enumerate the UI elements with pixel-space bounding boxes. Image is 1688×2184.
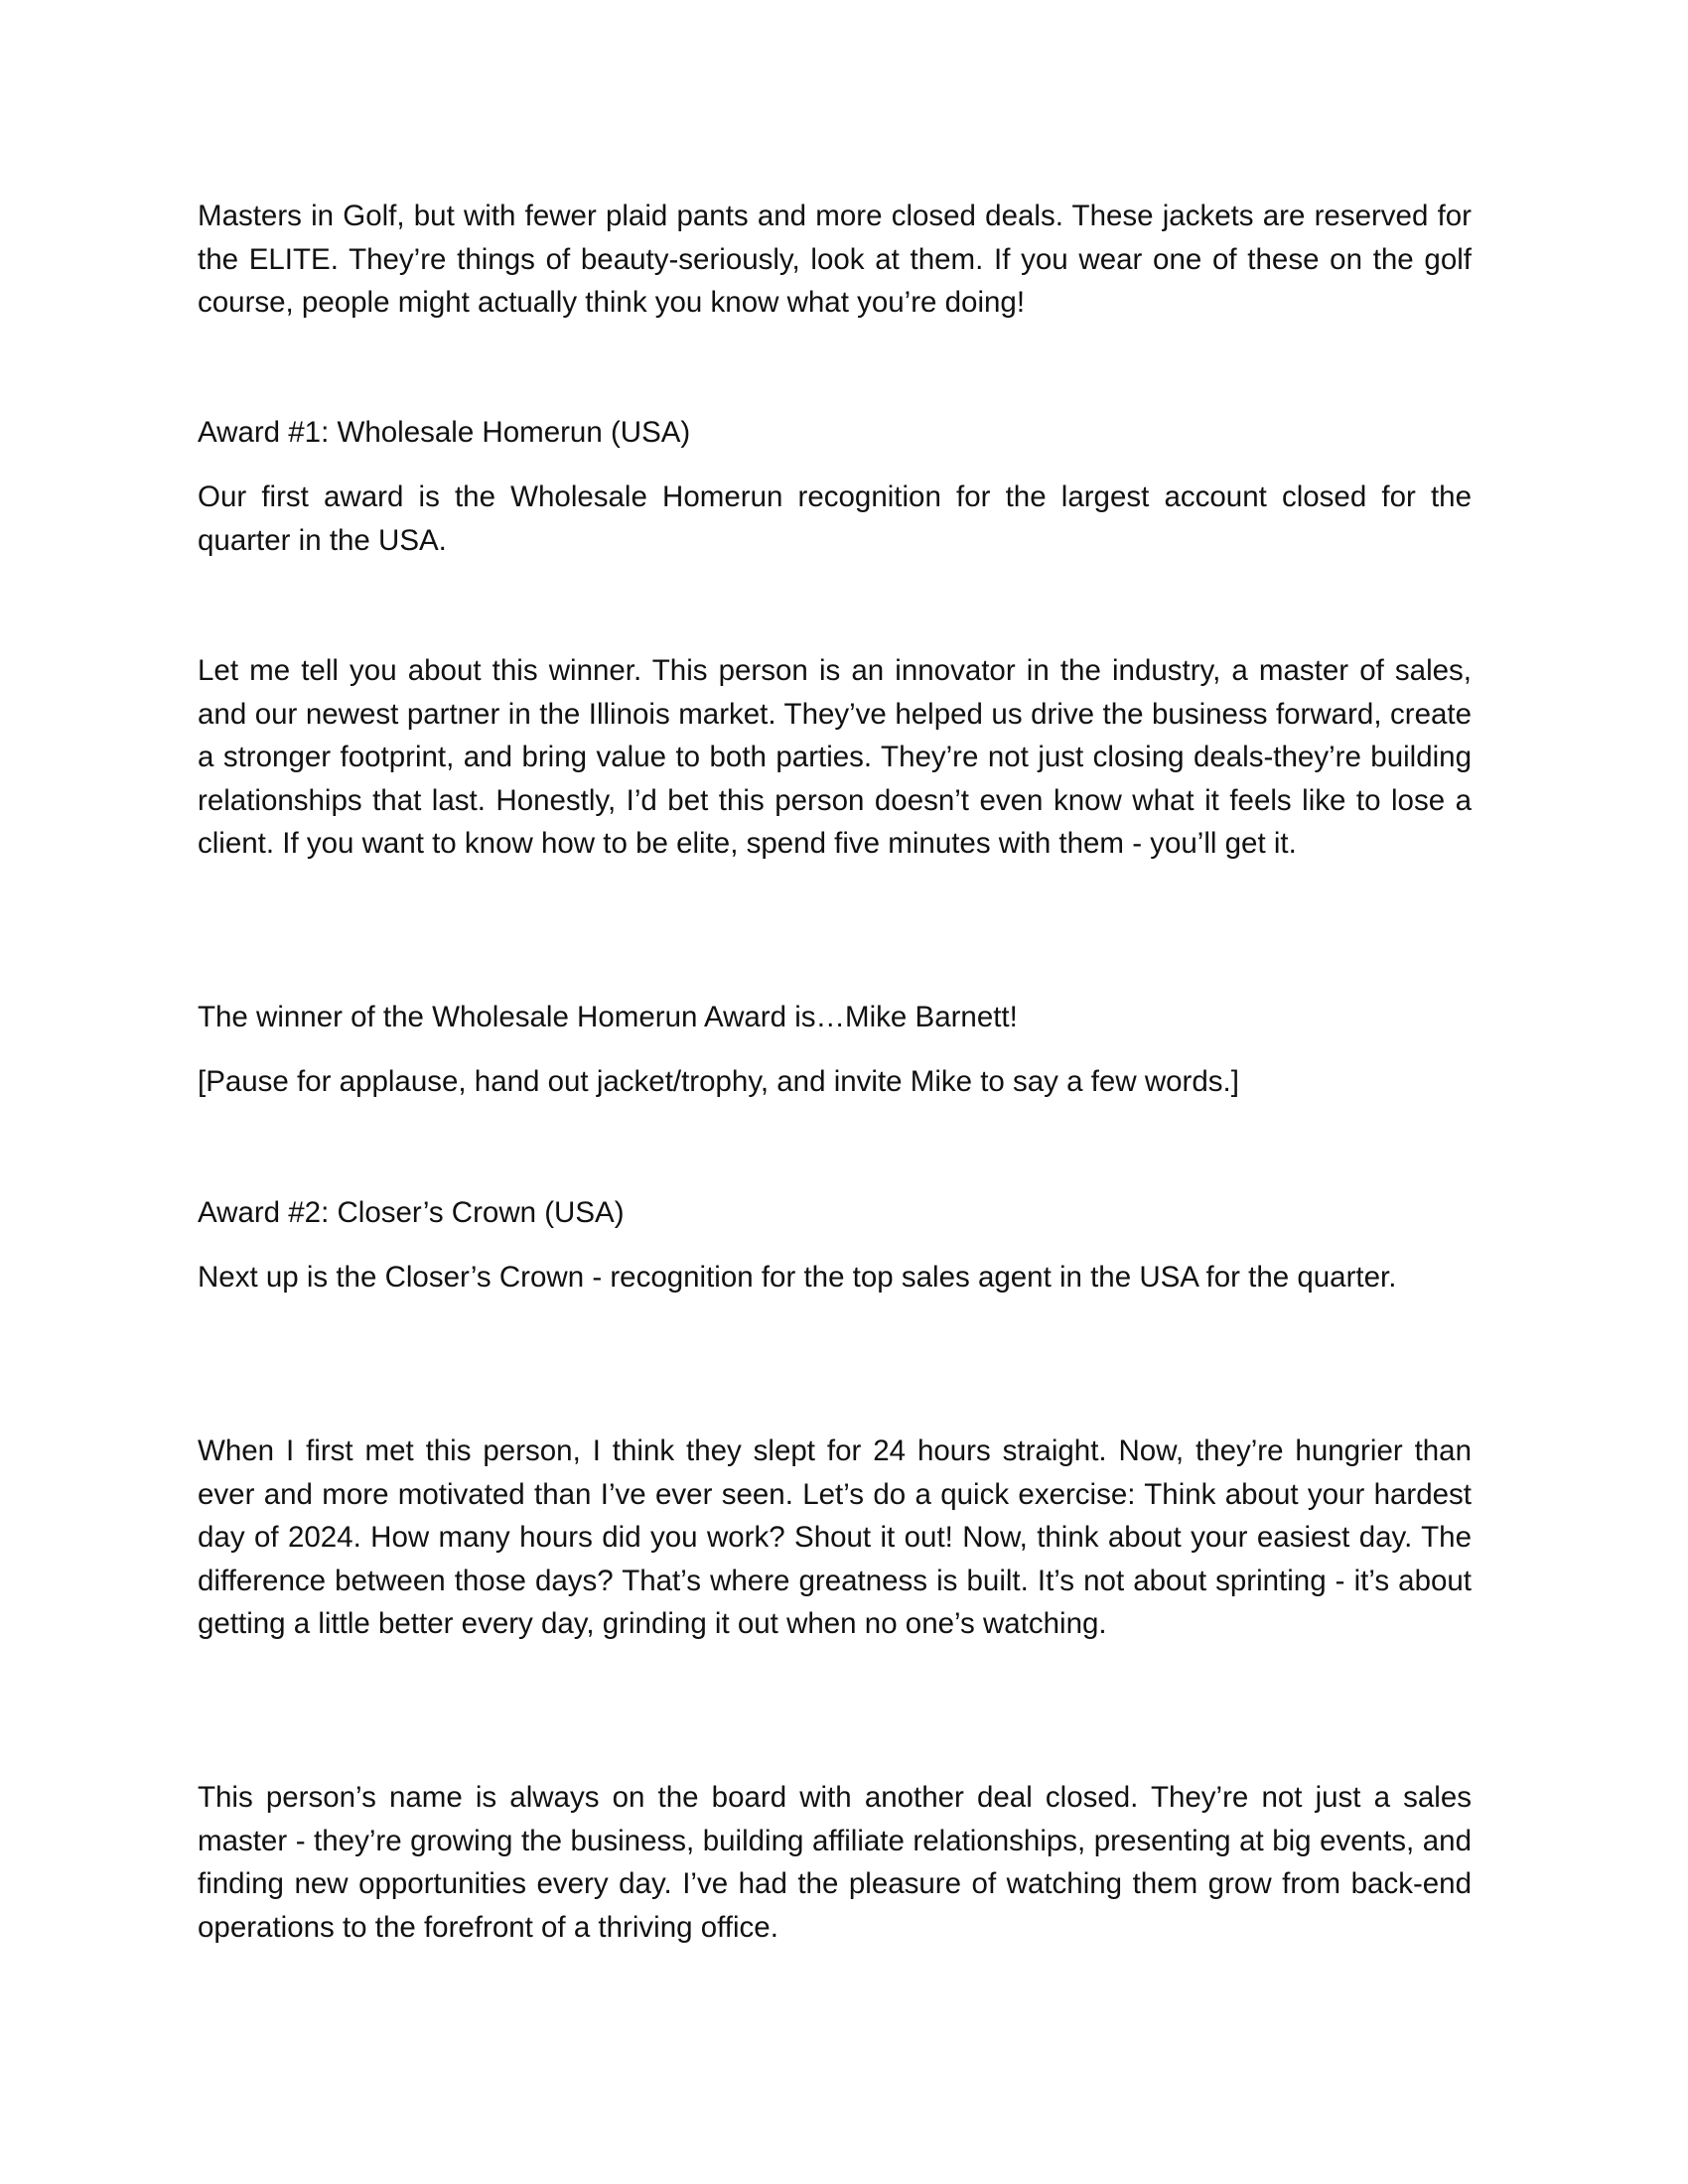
award2-story-paragraph-2: This person’s name is always on the board with another deal closed. They’re not just a sales master - they’re growing the business, building affiliate relationships, presenting at big events, and finding new opportunities every day. I’ve had the pleasure of watching them grow from back-end operations to the forefront of a thriving office. — [198, 1781, 1472, 1944]
award2-story-paragraph-1: When I first met this person, I think they slept for 24 hours straight. Now, they’re hungrier than ever and more motivated than I’ve ever seen. Let’s do a quick exercise: Think about your hardest day of 2024. How many hours did you work? Shout it out! Now, think about your easiest day. The difference between those days? That’s where greatness is built. It’s not about sprinting - it’s about getting a little better every day, grinding it out when no one’s watching. — [198, 1434, 1472, 1640]
award1-story-paragraph: Let me tell you about this winner. This person is an innovator in the industry, a master of sales, and our newest partner in the Illinois market. They’ve helped us drive the business forward, create a stronger footprint, and bring value to both parties. They’re not just closing deals-they’re building relationships that last. Honestly, I’d bet this person doesn’t even know what it feels like to lose a client. If you want to know how to be elite, spend five minutes with them - you’ll get it. — [198, 654, 1472, 860]
intro-paragraph: Masters in Golf, but with fewer plaid pants and more closed deals. These jackets are reserved for the ELITE. They’re things of beauty-seriously, look at them. If you wear one of these on the golf course, people might actually think you know what you’re doing! — [198, 200, 1472, 319]
award1-heading: Award #1: Wholesale Homerun (USA) — [198, 416, 691, 449]
award2-heading: Award #2: Closer’s Crown (USA) — [198, 1196, 625, 1229]
award1-stage-direction: [Pause for applause, hand out jacket/trophy, and invite Mike to say a few words.] — [198, 1065, 1239, 1098]
award1-winner-announcement: The winner of the Wholesale Homerun Award is…Mike Barnett! — [198, 1001, 1018, 1033]
award2-description: Next up is the Closer’s Crown - recognition for the top sales agent in the USA for the quarter. — [198, 1261, 1397, 1294]
award1-description: Our first award is the Wholesale Homerun recognition for the largest account closed for the quarter in the USA. — [198, 480, 1472, 557]
